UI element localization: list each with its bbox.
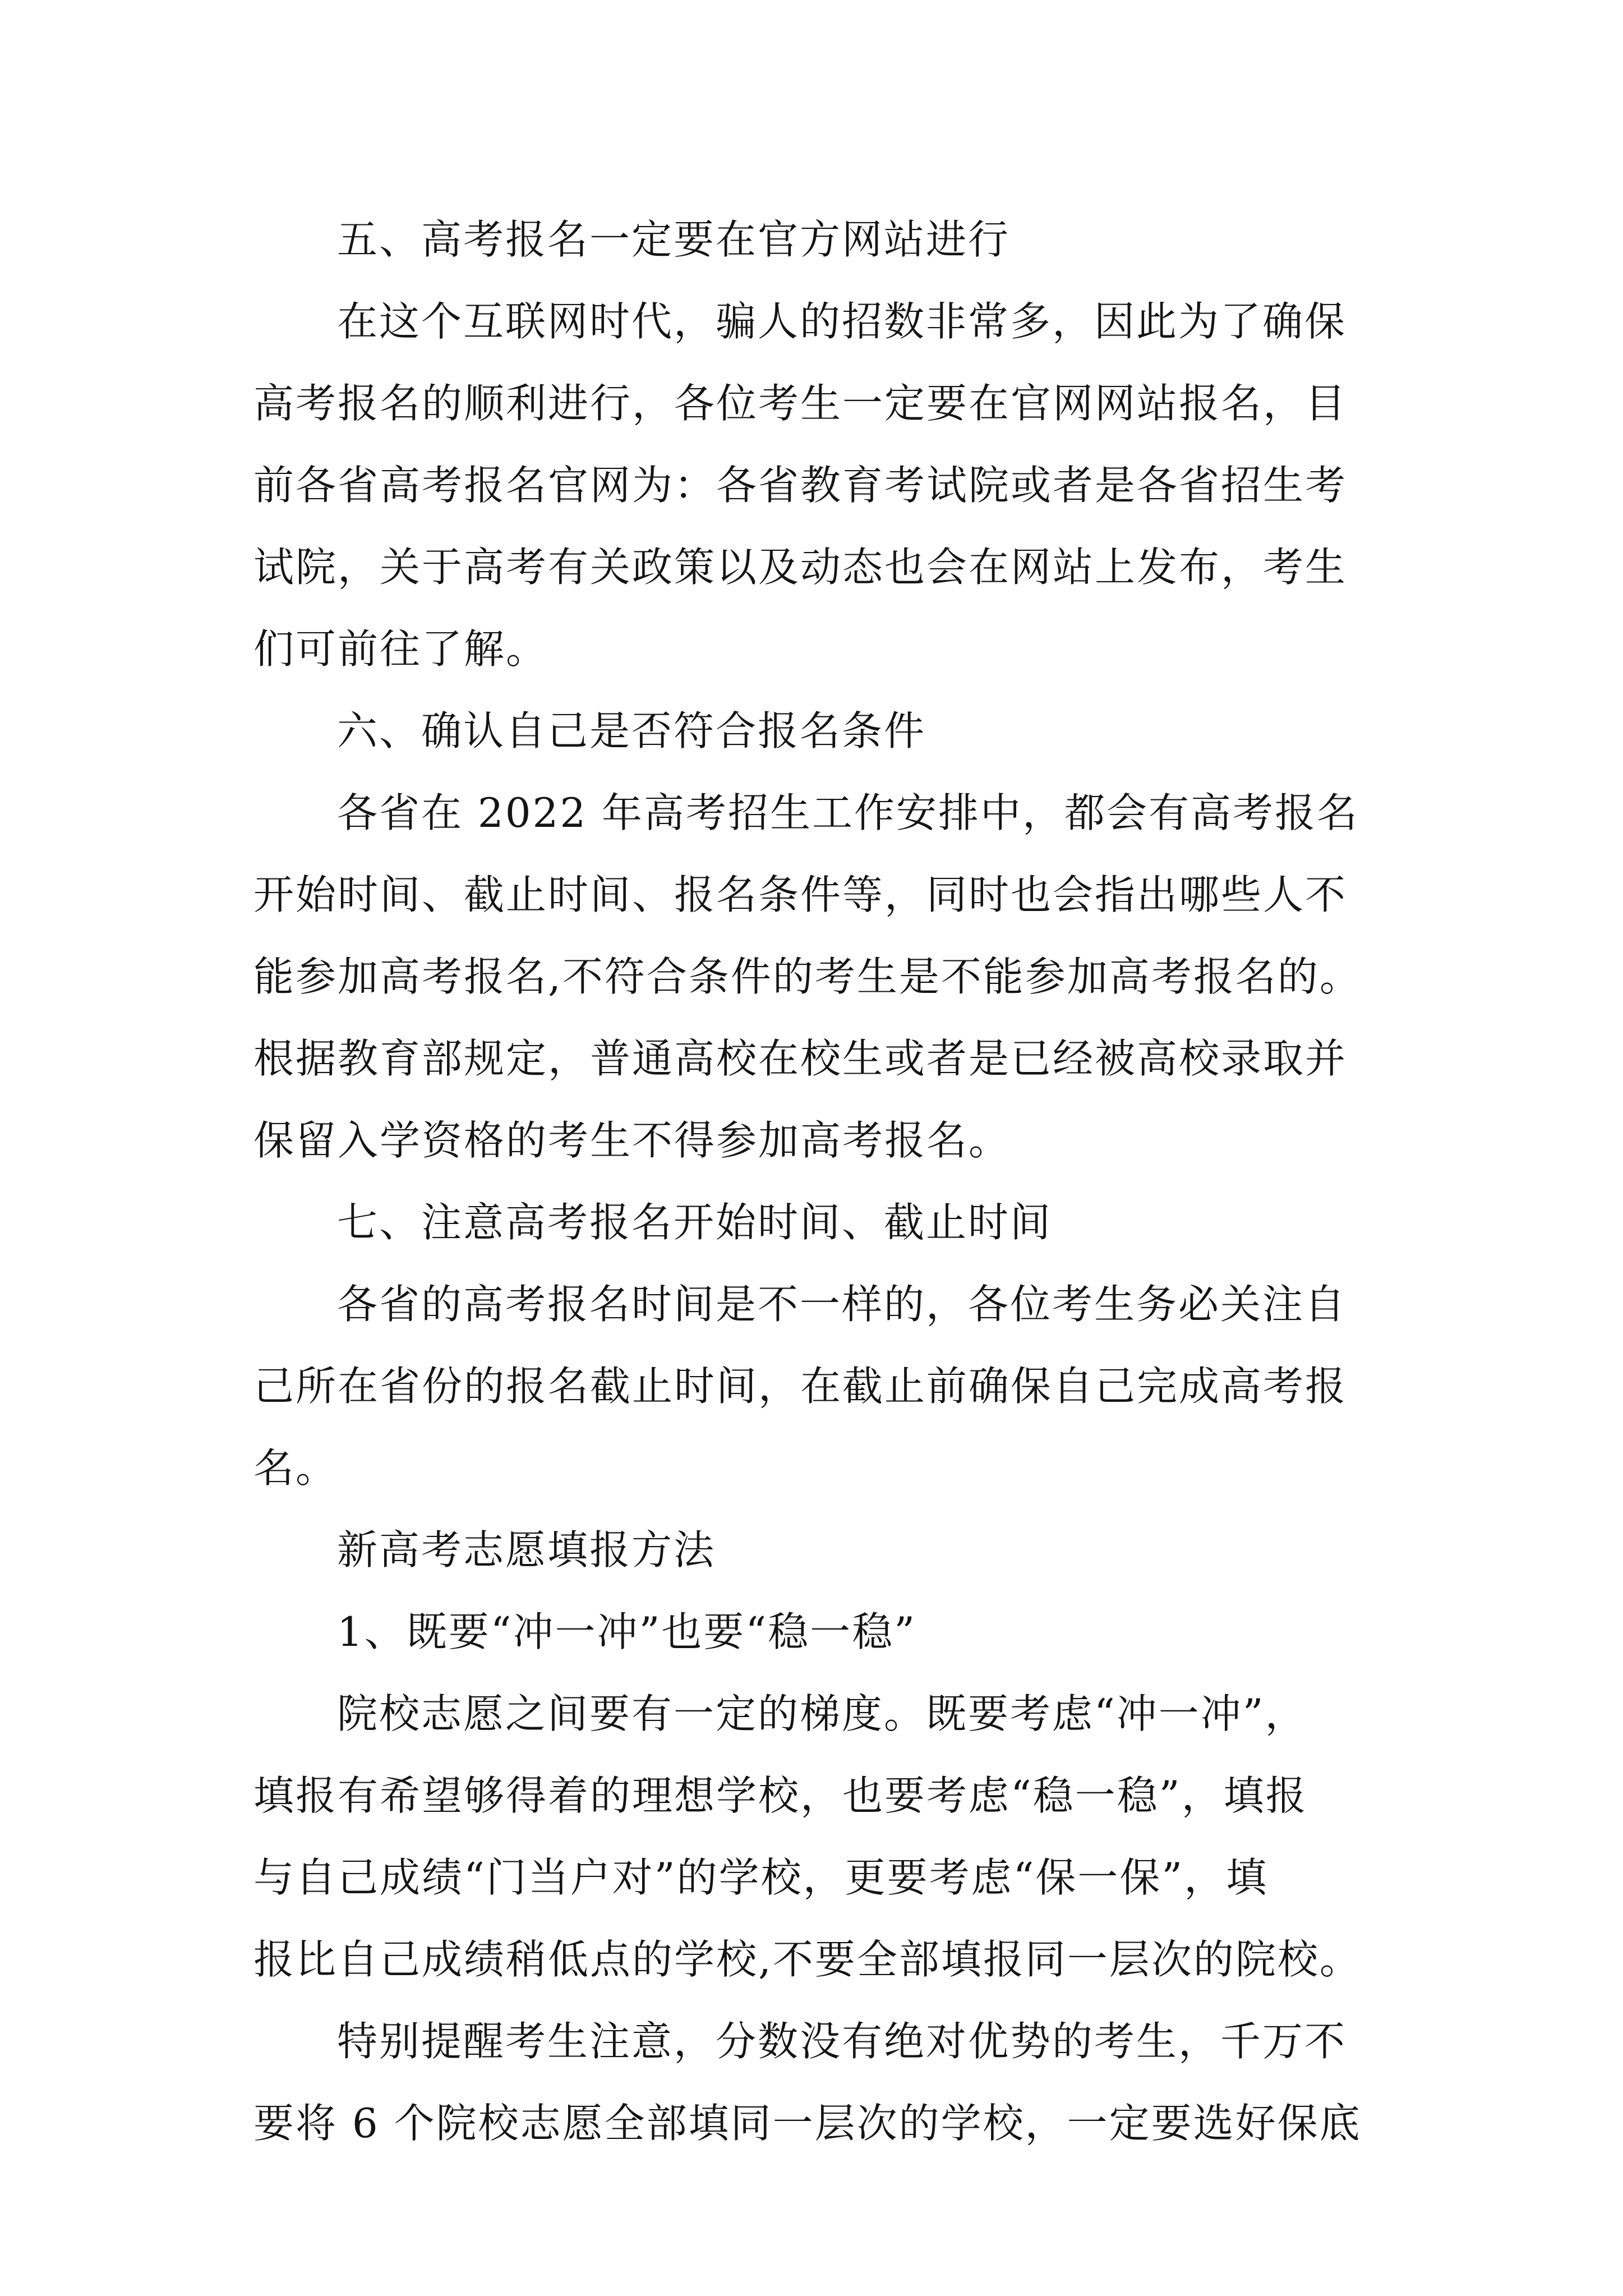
- paragraph-line: 特别提醒考生注意，分数没有绝对优势的考生，千万不: [337, 2018, 1347, 2065]
- paragraph-line: 根据教育部规定，普通高校在校生或者是已经被高校录取并: [253, 1035, 1348, 1082]
- paragraph-line: 高考报名的顺利进行，各位考生一定要在官网网站报名，目: [253, 380, 1348, 427]
- paragraph-line: 试院，关于高考有关政策以及动态也会在网站上发布，考生: [253, 544, 1348, 591]
- subsection-heading-1: 1、既要“冲一冲”也要“稳一稳”: [337, 1608, 917, 1655]
- paragraph-line: 报比自己成绩稍低点的学校,不要全部填报同一层次的院校。: [253, 1936, 1362, 1983]
- paragraph-line: 各省在 2022 年高考招生工作安排中，都会有高考报名: [337, 789, 1359, 836]
- paragraph-line: 名。: [253, 1444, 338, 1492]
- section-heading-6: 六、确认自己是否符合报名条件: [337, 707, 926, 754]
- paragraph-line: 院校志愿之间要有一定的梯度。既要考虑“冲一冲”，: [337, 1690, 1307, 1737]
- paragraph-line: 能参加高考报名,不符合条件的考生是不能参加高考报名的。: [253, 953, 1362, 1000]
- paragraph-line: 要将 6 个院校志愿全部填同一层次的学校，一定要选好保底: [253, 2100, 1362, 2147]
- paragraph-line: 保留入学资格的考生不得参加高考报名。: [253, 1117, 1011, 1164]
- section-heading-7: 七、注意高考报名开始时间、截止时间: [337, 1199, 1053, 1246]
- paragraph-line: 在这个互联网时代，骗人的招数非常多，因此为了确保: [337, 298, 1347, 345]
- paragraph-line: 前各省高考报名官网为：各省教育考试院或者是各省招生考: [253, 462, 1348, 509]
- paragraph-line: 各省的高考报名时间是不一样的，各位考生务必关注自: [337, 1281, 1347, 1328]
- section-heading: 新高考志愿填报方法: [337, 1526, 716, 1573]
- paragraph-line: 与自己成绩“门当户对”的学校，更要考虑“保一保”，填: [253, 1854, 1269, 1901]
- paragraph-line: 己所在省份的报名截止时间，在截止前确保自己完成高考报: [253, 1363, 1348, 1410]
- section-heading-5: 五、高考报名一定要在官方网站进行: [337, 216, 1011, 263]
- paragraph-line: 开始时间、截止时间、报名条件等，同时也会指出哪些人不: [253, 871, 1348, 918]
- paragraph-line: 填报有希望够得着的理想学校，也要考虑“稳一稳”，填报: [253, 1772, 1308, 1819]
- paragraph-line: 们可前往了解。: [253, 625, 548, 673]
